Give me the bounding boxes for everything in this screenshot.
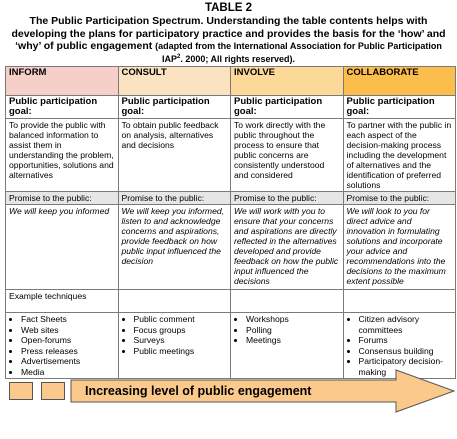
promise-consult: We will keep you informed, listen to and acknowledge concerns and aspirations, provide feedback on how public input influenced the decision [118, 205, 231, 290]
promise-involve: We will work with you to ensure that your concerns and aspirations are directly reflected in the alternatives developed and provide feedback on how the public input influenced the decisions [231, 205, 344, 290]
promise-collaborate: We will look to you for direct advice and innovation in formulating solutions and incorporate your advice and recommendations into the decisions to the maximum extent possible [343, 205, 456, 290]
goal-collaborate: To partner with the public in each aspect of the decision-making process including the development of alternatives and the identification of preferred solutions [343, 119, 456, 192]
header-involve: INVOLVE [231, 67, 344, 96]
header-inform: INFORM [6, 67, 119, 96]
arrow-label: Increasing level of public engagement [85, 384, 312, 398]
goal-label-collaborate: Public participation goal: [343, 96, 456, 119]
examples-label-involve [231, 290, 344, 313]
participation-spectrum-table [5, 66, 456, 379]
goal-label-row [6, 96, 456, 119]
caption-superscript: 2 [176, 53, 181, 60]
list-item: • Citizen advisory committees [359, 314, 453, 335]
examples-label-consult [118, 290, 231, 313]
list-item: • Open-forums [21, 335, 115, 346]
goal-involve: To work directly with the public throughout the process to ensure that public concerns are consistently understood and considered [231, 119, 344, 192]
list-item: • Fact Sheets [21, 314, 115, 325]
list-item: • Public comment [134, 314, 228, 325]
list-item: • Public meetings [134, 346, 228, 357]
examples-list-consult [122, 314, 228, 356]
promise-inform: We will keep you informed [6, 205, 119, 290]
goal-label-inform: Public participation goal: [6, 96, 119, 119]
promise-label-collaborate: Promise to the public: [343, 192, 456, 205]
promise-label-inform: Promise to the public: [6, 192, 119, 205]
list-item: • Press releases [21, 346, 115, 357]
header-consult: CONSULT [118, 67, 231, 96]
promise-row [6, 205, 456, 290]
caption-source: (adapted from the International Association for Public Participation IAP$^2$. 2000; All rights reserved). [155, 41, 442, 64]
examples-list-collaborate [347, 314, 453, 377]
goal-label-involve: Public participation goal: [231, 96, 344, 119]
goal-row [6, 119, 456, 192]
examples-list-inform [9, 314, 115, 377]
list-item: • Web sites [21, 325, 115, 336]
arrow-tail-square-1 [9, 382, 33, 400]
promise-label-row [6, 192, 456, 205]
list-item: • Workshops [246, 314, 340, 325]
promise-label-consult: Promise to the public: [118, 192, 231, 205]
header-collaborate: COLLABORATE [343, 67, 456, 96]
goal-inform: To provide the public with balanced information to assist them in understanding the problem, opportunities, solutions and alternatives [6, 119, 119, 192]
caption-title: The Public Participation Spectrum. Understanding the table contents helps with developing the plans for participatory practice and provides the basis for the ‘how’ and ‘why’ of public engagement [11, 15, 446, 52]
list-item: • Advertisements [21, 356, 115, 367]
examples-label: Example techniques [6, 290, 119, 313]
engagement-arrow-band [5, 369, 456, 435]
examples-label-collaborate [343, 290, 456, 313]
list-item: • Surveys [134, 335, 228, 346]
list-item: • Media [21, 367, 115, 378]
list-item: • Forums [359, 335, 453, 346]
promise-label-involve: Promise to the public: [231, 192, 344, 205]
table-number: TABLE 2 [204, 2, 253, 14]
caption-text [0, 15, 457, 65]
goal-label-consult: Public participation goal: [118, 96, 231, 119]
examples-label-row [6, 290, 456, 313]
list-item: • Consensus building [359, 346, 453, 357]
list-item: • Polling [246, 325, 340, 336]
table-caption [0, 2, 457, 65]
list-item: • Participatory decision-making [359, 356, 453, 377]
header-row [6, 67, 456, 96]
arrow-tail-square-2 [41, 382, 65, 400]
list-item: • Focus groups [134, 325, 228, 336]
list-item: • Meetings [246, 335, 340, 346]
examples-list-involve [234, 314, 340, 346]
goal-consult: To obtain public feedback on analysis, alternatives and decisions [118, 119, 231, 192]
